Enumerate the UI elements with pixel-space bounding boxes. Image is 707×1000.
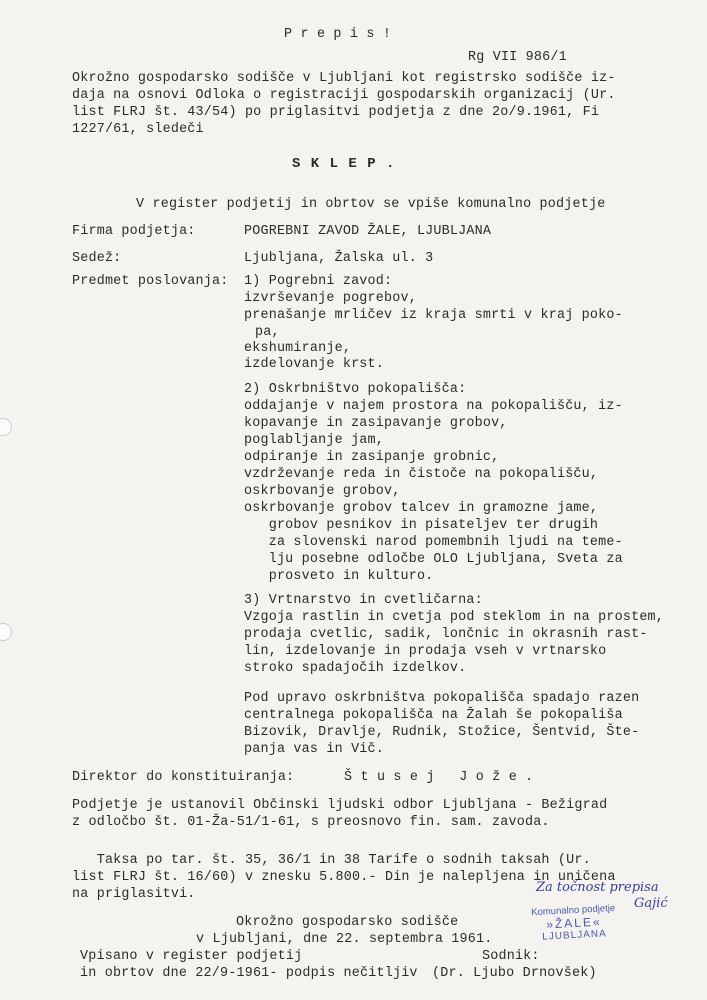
handwritten-certification: Za točnost prepisa <box>536 880 659 895</box>
judge-name: (Dr. Ljubo Drnovšek) <box>432 966 597 981</box>
handwritten-signature: Gajić <box>634 896 668 911</box>
company-stamp: Komunalno podjetje »ŽALE« LJUBLJANA <box>531 902 616 943</box>
decision-heading: S K L E P . <box>292 156 396 172</box>
document-title: P r e p i s ! <box>284 27 392 42</box>
firm-value: POGREBNI ZAVOD ŽALE, LJUBLJANA <box>244 224 492 239</box>
firm-label: Firma podjetja: <box>72 224 196 239</box>
seat-label: Sedež: <box>72 251 122 266</box>
business-label: Predmet poslovanja: <box>72 274 229 289</box>
court-date: v Ljubljani, dne 22. septembra 1961. <box>196 932 493 947</box>
register-statement: V register podjetij in obrtov se vpiše komunalno podjetje <box>136 197 606 212</box>
registration-number: Rg VII 986/1 <box>468 50 567 65</box>
punch-hole <box>0 623 12 641</box>
director-label: Direktor do konstituiranja: <box>72 770 295 785</box>
punch-hole <box>0 418 12 436</box>
director-name: Š t u s e j J o ž e . <box>344 770 534 785</box>
seat-value: Ljubljana, Žalska ul. 3 <box>244 251 434 266</box>
court-name: Okrožno gospodarsko sodišče <box>236 915 459 930</box>
document-page: P r e p i s ! Rg VII 986/1 Okrožno gospodarsko sodišče v Ljubljani kot registrsko sodišče iz- daja na osnovi Odloka o registraciji gospodarskih organizacij (Ur. list FLRJ št. 43/54) po priglasitvi podjetja z dne 2o/9.1961, Fi 1227/61, sledeči S K L E P . V register podjetij in obrtov se vpiše komunalno podjetje Firma podjetja: POGREBNI ZAVOD ŽALE, LJUBLJANA Sedež: Ljubljana, Žalska ul. 3 Predmet poslovanja: 1) Pogrebni zavod: izvrševanje pogrebov, prenašanje mrličev iz kraja smrti v kraj poko- pa, ekshumiranje, izdelovanje krst. 2) Oskrbništvo pokopališča: oddajanje v najem prostora na pokopališču, iz- kopavanje in zasipavanje grobov, poglabljanje jam, odpiranje in zasipanje grobnic, vzdrževanje reda in čistoče na pokopališču, oskrbovanje grobov, oskrbovanje grobov talcev in gramozne jame, grobov pesnikov in pisateljev ter drugih za slovenski narod pomembnih ljudi na teme- lju posebne odločbe OLO Ljubljana, Sveta za prosveto in kulturo. 3) Vrtnarstvo in cvetličarna: Vzgoja rastlin in cvetja pod steklom in na prostem, prodaja cvetlic, sadik, lončnic in okrasnih rast- lin, izdelovanje in prodaja vseh v vrtnarsko stroko spadajočih izdelkov. Pod upravo oskrbništva pokopališča spadajo razen centralnega pokopališča na Žalah še pokopališa Bizovik, Dravlje, Rudnik, Stožice, Šentvid, Šte- panja vas in Vič. Direktor do konstituiranja: Š t u s e j J o ž e . Podjetje je ustanovil Občinski ljudski odbor Ljubljana - Bežigrad z odločbo št. 01-Ža-51/1-61, s preosnovo fin. sam. zavoda. Taksa po tar. št. 35, 36/1 in 38 Tarife o sodnih taksah (Ur. list FLRJ št. 16/60) v znesku 5.800.- Din je nalepljena in uničena na priglasitvi. Okrožno gospodarsko sodišče v Ljubljani, dne 22. septembra 1961. Sodnik: (Dr. Ljubo Drnovšek) Vpisano v register podjetij in obrtov dne 22/9-1961- podpis nečitljiv Za točnost prepisa Gajić Komunalno podjetje »ŽALE« LJUBLJANA <box>0 0 707 1000</box>
registered-line-2: in obrtov dne 22/9-1961- podpis nečitljiv <box>80 966 418 981</box>
judge-label: Sodnik: <box>482 949 540 964</box>
registered-line-1: Vpisano v register podjetij <box>80 949 303 964</box>
